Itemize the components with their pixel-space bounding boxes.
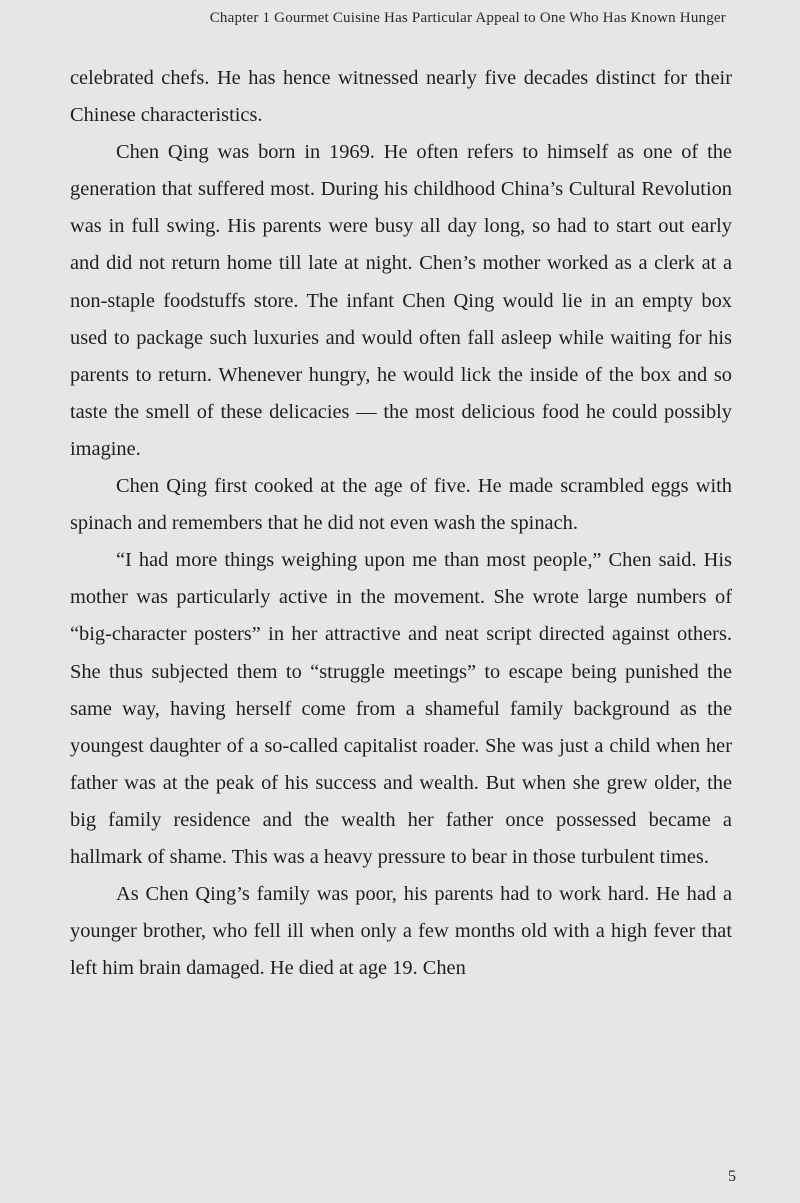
paragraph-family: As Chen Qing’s family was poor, his parents had to work hard. He had a younger brother, who fell ill when only a few months old with a high fever that left him brain damaged. He died at age 19. Chen [70, 883, 732, 980]
running-header: Chapter 1 Gourmet Cuisine Has Particular Appeal to One Who Has Known Hunger [209, 10, 726, 26]
body-text [70, 60, 732, 987]
paragraph-continuation: celebrated chefs. He has hence witnessed nearly five decades distinct for their Chinese characteristics. [70, 67, 732, 127]
page-number: 5 [728, 1168, 736, 1185]
paragraph-birth: Chen Qing was born in 1969. He often refers to himself as one of the generation that suffered most. During his childhood China’s Cultural Revolution was in full swing. His parents were busy all day long, so had to start out early and did not return home till late at night. Chen’s mother worked as a clerk at a non-staple foodstuffs store. The infant Chen Qing would lie in an empty box used to package such luxuries and would often fall asleep while waiting for his parents to return. Whenever hungry, he would lick the inside of the box and so taste the smell of these delicacies — the most delicious food he could possibly imagine. [70, 141, 732, 460]
paragraph-first-cooking: Chen Qing first cooked at the age of five. He made scrambled eggs with spinach and remembers that he did not even wash the spinach. [70, 475, 732, 535]
paragraph-mother: “I had more things weighing upon me than most people,” Chen said. His mother was particularly active in the movement. She wrote large numbers of “big-character posters” in her attractive and neat script directed against others. She thus subjected them to “struggle meetings” to escape being punished the same way, having herself come from a shameful family background as the youngest daughter of a so-called capitalist roader. She was just a child when her father was at the peak of his success and wealth. But when she grew older, the big family residence and the wealth her father once possessed became a hallmark of shame. This was a heavy pressure to bear in those turbulent times. [70, 549, 732, 868]
